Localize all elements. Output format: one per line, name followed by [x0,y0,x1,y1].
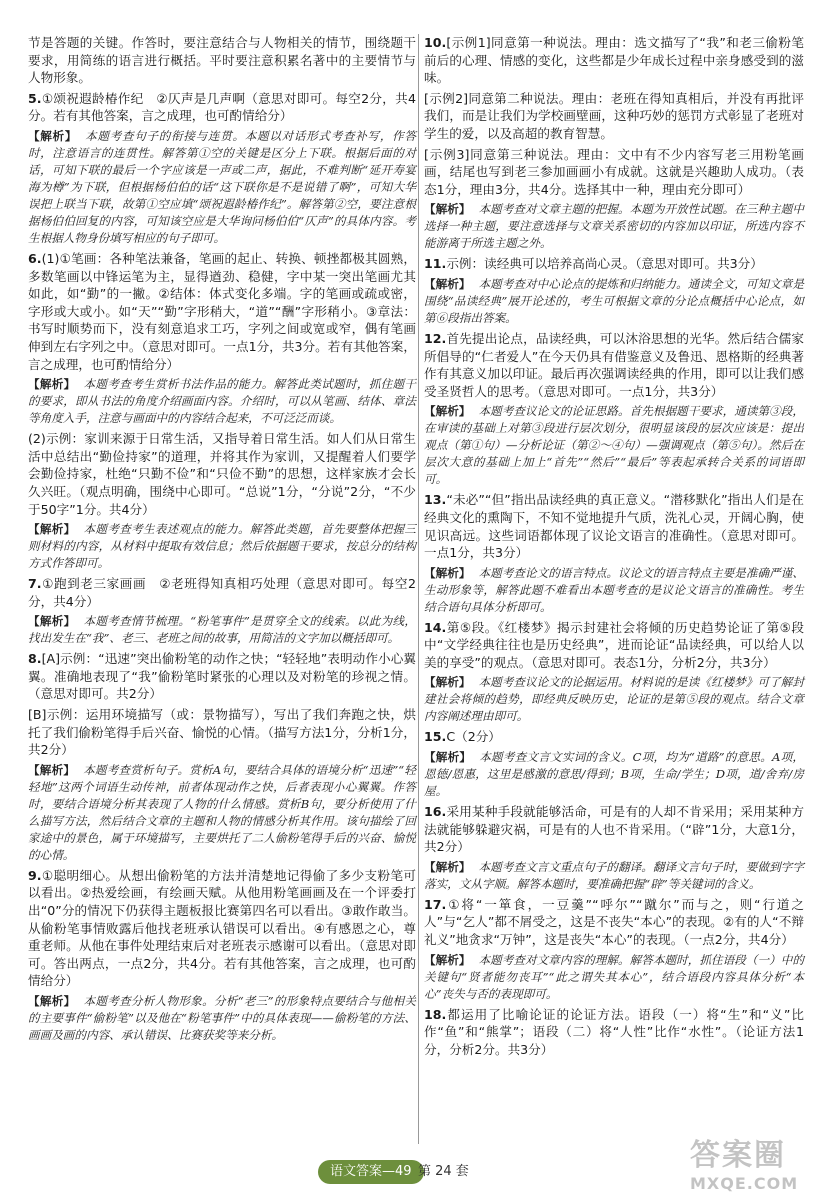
analysis-tag: 【解析】 [424,952,471,967]
answer-block [28,706,416,759]
answer-text: [示例2]同意第二种说法。理由：老班在得知真相后，并没有再批评我们，而是让我们为学校画壁画，这种巧妙的惩罚方式彰显了老班对学生的爱，以及高超的教育智慧。 [424,90,804,141]
answer-block [28,430,416,518]
analysis-block [424,749,804,800]
analysis-text: 本题考查情节梳理。“粉笔事件”是贯穿全文的线索。以此为线，找出发生在“我”、老三、老班之间的故事，用简洁的文字加以概括即可。 [28,614,416,646]
left-column [28,34,416,1047]
answer-block [28,575,416,610]
watermark-logo [690,1130,820,1194]
answer-text: [A]示例：“迅速”突出偷粉笔的动作之快；“轻轻地”表明动作小心翼翼。准确地表现了“我”偷粉笔时紧张的心理以及对粉笔的珍视之情。（意思对即可。共2分） [28,651,416,702]
question-number: 11. [424,256,447,272]
answer-block [424,1006,804,1059]
question-number: 5. [28,90,42,106]
answer-text: 都运用了比喻论证的论证方法。语段（一）将“生”和“义”比作“鱼”和“熊掌”；语段（二）将“人性”比作“水性”。（论证方法1分，分析2分。共3分） [424,1006,804,1057]
analysis-block [28,376,416,427]
answer-text: 第⑤段。《红楼梦》揭示封建社会将倾的历史趋势论证了第⑤段中“文学经典往往也是历史经典”，进而论证“品读经典，可以给人以美的享受”的观点。（意思对即可。表态1分，分析2分，共3分） [424,619,804,670]
answer-block [424,330,804,400]
answer-block [28,650,416,703]
answer-block [424,491,804,561]
analysis-tag: 【解析】 [28,128,78,143]
answer-block [424,146,804,199]
analysis-tag: 【解析】 [28,994,76,1008]
answer-text: 节是答题的关键。作答时，要注意结合与人物相关的情节，围绕题干要求，用简练的语言进行概括。平时要注意积累名著中的主要情节与人物形象。 [28,35,416,86]
answer-block [424,803,804,856]
analysis-block [424,276,804,327]
set-number: 第 24 套 [418,1164,469,1179]
answer-text: [示例1]同意第一种说法。理由：选文描写了“我”和老三偷粉笔前后的心理、情感的变化，这些都是少年成长过程中亲身感受到的滋味。 [424,35,804,86]
analysis-tag: 【解析】 [28,614,76,629]
answer-block [424,255,804,273]
answer-block [424,619,804,672]
analysis-text: 本题考查对文章内容的理解。解答本题时，抓住语段（一）中的关键句“贤者能勿丧耳”“此之谓失其本心”，结合语段内容具体分析“本心”丧失与否的表现即可。 [424,952,804,1001]
question-number: 15. [424,729,447,745]
answer-text: [B]示例：运用环境描写（或：景物描写），写出了我们奔跑之快，烘托了我们偷粉笔得手后兴奋、愉悦的心情。（描写方法1分，分析1分，共2分） [28,707,416,758]
answer-text: “未必”“但”指出品读经典的真正意义。“潜移默化”指出人们是在经典文化的熏陶下，不知不觉地提升气质，洗礼心灵，开阔心胸，使见识高远。这些词语都体现了议论文语言的准确性。（意思对即可。一点1分，共3分） [424,492,804,561]
analysis-tag: 【解析】 [424,404,471,419]
analysis-tag: 【解析】 [424,859,471,874]
answer-block [28,250,416,373]
answer-block [28,867,416,990]
analysis-block [424,201,804,252]
question-number: 13. [424,492,447,508]
analysis-text: 本题考查分析人物形象。分析“老三”的形象特点要结合与他相关的主要事件“偷粉笔”以及他在“粉笔事件”中的具体表现——偷粉笔的方法、画画及画的内容、承认错误、比赛获奖等来分析。 [28,994,416,1042]
analysis-text: 本题考查议论文的论证思路。首先根据题干要求，通读第③段，在审读的基础上对第③段进行层次划分，很明显该段的层次应该是：提出观点（第①句）—分析论证（第②～④句）—强调观点（第⑤句）。然后在层次大意的基础上加上“首先”“然后”“最后”等表起承转合关系的词语即可。 [424,404,804,487]
answer-block [424,90,804,143]
analysis-text: 本题考查对文章主题的把握。本题为开放性试题。在三种主题中选择一种主题，要注意选择与文章关系密切的内容加以印证，所选内容不能游离于所选主题之外。 [424,202,804,251]
answer-text: ①聪明细心。从想出偷粉笔的方法并清楚地记得偷了多少支粉笔可以看出。②热爱绘画，有绘画天赋。从他用粉笔画画及在一个评委打出“0”分的情况下仍获得主题板报比赛第四名可以看出。③敢作敢当。从偷粉笔事情败露后他找老班承认错误可以看出。④有感恩之心，尊重老师。从他在事件处理结束后对老班表示感谢可以看出。（意思对即可。答出两点，一点2分，共4分。若有其他答案，言之成理，也可酌情给分） [28,867,416,989]
analysis-tag: 【解析】 [424,276,471,291]
answer-text: 首先提出论点，品读经典，可以沐浴思想的光华。然后结合儒家所倡导的“仁者爱人”在今天仍具有借鉴意义及鲁迅、恩格斯的经典著作有其意义加以印证。最后再次强调读经典的作用，即可以让我们感受圣贤哲人的思考。（意思对即可。一点1分，共3分） [424,330,804,399]
watermark-url: MXQE.COM [690,1174,799,1193]
analysis-block [28,613,416,647]
analysis-text: 本题考查议论文的论据运用。材料说的是读《红楼梦》可了解封建社会将倾的趋势，即经典反映历史，论证的是第⑤段的观点。结合文章内容阐述理由即可。 [424,675,804,724]
answer-text: (2)示例：家训来源于日常生活，又指导着日常生活。如人们从日常生活中总结出“勤俭持家”的道理，并将其作为家训，又提醒着人们要学会勤俭持家，杜绝“只勤不俭”和“只俭不勤”的思想，这样家族才会长久兴旺。（观点明确，围绕中心即可。“总说”1分，“分说”2分，“不少于50字”1分。共4分） [28,431,416,517]
answer-block [424,34,804,87]
answer-text: [示例3]同意第三种说法。理由：文中有不少内容写老三用粉笔画画，结尾也写到老三参加画画小有成就。这就是兴趣助人成功。（表态1分，理由3分，共4分。选择其中一种，理由充分即可） [424,146,804,197]
analysis-text: 本题考查对中心论点的提炼和归纳能力。通读全文，可知文章是围绕“品读经典”展开论述的，考生可根据文章的分论点概括中心论点，如第⑥段指出答案。 [424,276,804,325]
analysis-text: 本题考查赏析句子。赏析A句，要结合具体的语境分析“迅速”“轻轻地”这两个词语生动传神，前者体现动作之快，后者表现小心翼翼。作答时，要结合语境分析其表现了人物的什么情感。赏析B句，要分析使用了什么描写方法，然后结合文章的主题和人物的情感分析其作用。该句描绘了回家途中的景色，属于环境描写，主要烘托了二人偷粉笔得手后的兴奋、愉悦的心情。 [28,762,416,862]
watermark-title: 答案圈 [690,1138,786,1173]
answer-text: (1)①笔画：各种笔法兼备，笔画的起止、转换、顿挫都极其圆熟，多数笔画以中锋运笔为主，显得遒劲、稳健，字中某一突出笔画尤其如此，如“勤”的一撇。②结体：体式变化多端。字的笔画或疏或密，字形或大或小。如“天”“勤”字形稍大，“道”“酬”字形稍小。③章法：书写时顺势而下，没有刻意追求工巧，字列之间或宽或窄，偶有笔画伸到左右字列之中。（意思对即可。一点1分，共3分。若有其他答案，言之成理，也可酌情给分） [28,250,416,372]
analysis-tag: 【解析】 [28,522,76,537]
question-number: 8. [28,651,42,667]
answer-block [424,896,804,949]
answer-text: ①颂祝遐龄椿作纪 ②仄声是几声啊（意思对即可。每空2分，共4分。若有其他答案，言之成理，也可酌情给分） [28,90,416,124]
analysis-block [424,859,804,893]
question-number: 10. [424,35,447,50]
analysis-tag: 【解析】 [424,565,471,580]
analysis-block [28,128,416,247]
analysis-block [424,674,804,725]
right-column [424,34,804,1061]
answer-block [28,90,416,125]
question-number: 12. [424,330,447,346]
question-number: 6. [28,250,42,266]
analysis-tag: 【解析】 [28,762,76,777]
answer-text: 示例：读经典可以培养高尚心灵。（意思对即可。共3分） [446,256,763,272]
question-number: 16. [424,804,447,820]
analysis-block [424,403,804,488]
question-number: 18. [424,1006,447,1022]
question-number: 9. [28,867,42,883]
analysis-text: 本题考查句子的衔接与连贯。本题以对话形式考查补写，作答时，注意语言的连贯性。解答第①空的关键是区分上下联。根据后面的对话，可知下联的最后一个字应该是一声或二声，据此，不难判断“延开寿宴海为樽”为下联，但根据杨伯伯的话“这下联你是不是说错了啊”，可知大华误把上联当下联，故第①空应填“颂祝遐龄椿作纪”。解答第②空，要注意根据杨伯伯回复的内容，可知该空应是大华询问杨伯伯“仄声”的具体内容。考生根据人物身份填写相应的句子即可。 [28,128,416,245]
analysis-text: 本题考查考生赏析书法作品的能力。解答此类试题时，抓住题干的要求，即从书法的角度介绍画面内容。介绍时，可以从笔画、结体、章法等角度入手，注意与画面中的内容结合起来，不可泛泛而谈。 [28,377,416,426]
analysis-text: 本题考查论文的语言特点。议论文的语言特点主要是准确严谨、生动形象等，解答此题不难看出本题考查的是议论文语言的准确性。考生结合语句具体分析即可。 [424,565,804,614]
analysis-block [28,993,416,1044]
answer-text: C（2分） [446,729,501,745]
question-number: 17. [424,896,447,912]
analysis-block [424,565,804,616]
analysis-block [28,762,416,864]
analysis-tag: 【解析】 [424,675,471,690]
answer-block [28,34,416,87]
analysis-tag: 【解析】 [28,377,76,392]
answer-text: ①将“一箪食，一豆羹”“呼尔”“蹴尔”而与之，则“行道之人”与“乞人”都不屑受之，这是不丧失“本心”的表现。②有的人“不辩礼义”地贪求“万钟”，这是丧失“本心”的表现。（一点2分，共4分） [424,896,804,948]
answer-block [424,728,804,746]
analysis-text: 本题考查文言文重点句子的翻译。翻译文言句子时，要做到字字落实，文从字顺。解答本题时，要准确把握“辟”等关键词的含义。 [424,859,804,891]
question-number: 14. [424,619,447,635]
analysis-block [28,521,416,572]
answer-page [28,34,804,1144]
question-number: 7. [28,576,42,592]
analysis-block [424,952,804,1003]
analysis-text: 本题考查考生表述观点的能力。解答此类题，首先要整体把握三则材料的内容，从材料中提取有效信息；然后依据题干要求，按总分的结构方式作答即可。 [28,522,416,571]
answer-text: ①跑到老三家画画 ②老班得知真相巧处理（意思对即可。每空2分，共4分） [28,576,416,609]
analysis-tag: 【解析】 [424,750,472,765]
answer-text: 采用某种手段就能够活命，可是有的人却不肯采用；采用某种方法就能够躲避灾祸，可是有的人也不肯采用。（“辟”1分，大意1分，共2分） [424,804,804,855]
column-divider [418,34,419,1144]
analysis-tag: 【解析】 [424,202,471,217]
analysis-text: 本题考查文言文实词的含义。C项，均为“道路”的意思。A项，恩德/恩惠，这里是感激的意思/得到；B项，生命/学生；D项，道/舍弃/房屋。 [424,750,804,799]
answer-page-number: 语文答案—49 [318,1160,424,1184]
